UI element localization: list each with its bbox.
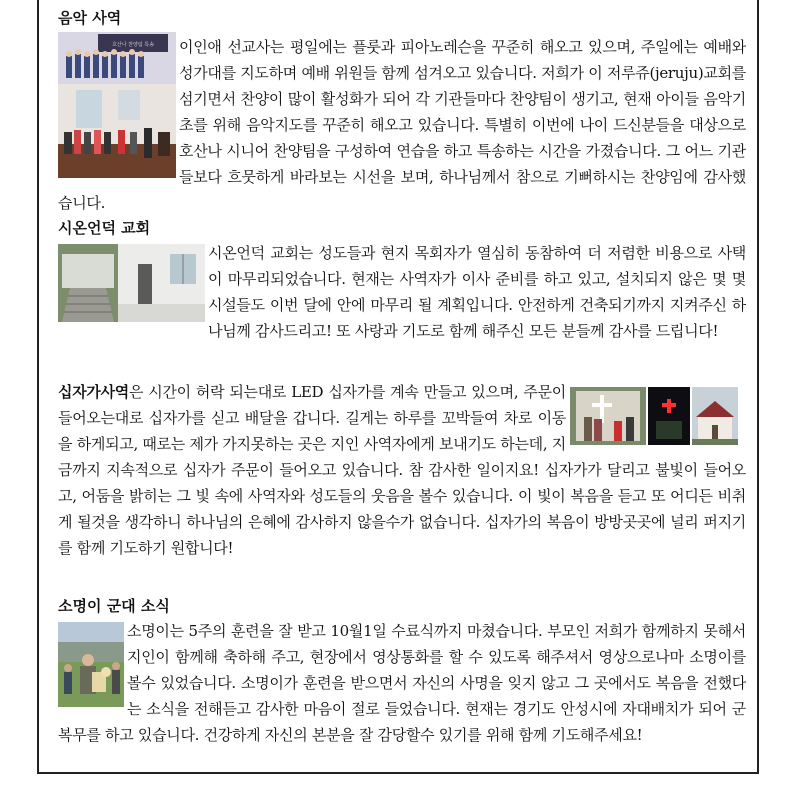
led-cross-photos [570, 387, 738, 445]
section-body: 이인애 선교사는 평일에는 플룻과 피아노레슨을 꾸준히 해오고 있으며, 주일에는 예배와 성가대를 지도하며 예배 위원들 함께 섬겨오고 있습니다. 저희가 이 저루쥬(jeruju)교회를 섬기면서 찬양이 많이 활성화가 되어 각 기관들마다 찬양팀이 생기고, 현재 아이들 음악기초를 위해 음악지도를 꾸준히 해오고 있습니다. 특별히 이번에 나이 드신분들을 대상으로 호산나 시니어 찬양팀을 구성하여 연습을 하고 특송하는 시간을 가졌습니다. 그 어느 기관들보다 흐뭇하게 바라보는 시선을 보며, 하나님께서 참으로 기뻐하시는 찬양임에 감사했습니다. [58, 38, 746, 212]
music-ministry-photo [58, 32, 176, 178]
section-somyung-military-news [58, 596, 746, 748]
section-body: 시온언덕 교회는 성도들과 현지 목회자가 열심히 동참하여 더 저렴한 비용으로 사택이 마무리되었습니다. 현재는 사역자가 이사 준비를 하고 있고, 설치되지 않은 몇 몇 시설들도 이번 달에 안에 마무리 될 계획입니다. 안전하게 건축되기까지 지켜주신 하나님께 감사드리고! 또 사랑과 기도로 함께 해주신 모든 분들께 감사를 드립니다! [208, 244, 746, 340]
cross-ministry-text: 은 시간이 허락 되는대로 LED 십자가를 계속 만들고 있으며, 주문이 들어오는대로 십자가를 싣고 배달을 갑니다. 길게는 하루를 꼬박들여 차로 이동을 하게되고, 때로는 제가 가지못하는 곳은 지인 사역자에게 보내기도 하는데, 지금까지 지속적으로 십자가 주문이 들어오고 있습니다. 참 감사한 일이지요! 십자가가 달리고 불빛이 들어오고, 어둠을 밝히는 그 빛 속에 사역자와 성도들의 웃음을 볼수 있습니다. 이 빛이 복음을 듣고 또 어디든 비취게 될것을 생각하니 하나님의 은혜에 감사하지 않을수가 없습니다. 십자가의 복음이 방방곳곳에 널리 퍼지기를 함께 기도하기 원합니다! [58, 383, 746, 557]
section-cross-ministry [58, 379, 746, 561]
banner-text: 호산나 찬양팀 특송 [112, 42, 154, 48]
graduation-photo [58, 622, 124, 707]
section-title: 시온언덕 교회 [58, 219, 151, 237]
section-title: 음악 사역 [58, 9, 122, 27]
church-house-photo [58, 244, 205, 322]
section-title: 소명이 군대 소식 [58, 597, 170, 615]
section-zion-hill-church [58, 218, 746, 344]
cross-ministry-lead: 십자가사역 [58, 383, 129, 401]
section-music-ministry [58, 8, 746, 216]
section-body: 소명이는 5주의 훈련을 잘 받고 10월1일 수료식까지 마쳤습니다. 부모인 저희가 함께하지 못해서 지인이 함께해 축하해 주고, 현장에서 영상통화를 할 수 있도록 해주셔서 영상으로나마 소명이를 볼수 있었습니다. 소명이가 훈련을 받으면서 자신의 사명을 잊지 않고 그 곳에서도 복음을 전했다는 소식을 전해듣고 감사한 마음이 절로 들었습니다. 현재는 경기도 안성시에 자대배치가 되어 군복무를 하고 있습니다. 건강하게 자신의 본분을 잘 감당할수 있기를 위해 함께 기도해주세요! [58, 622, 747, 744]
